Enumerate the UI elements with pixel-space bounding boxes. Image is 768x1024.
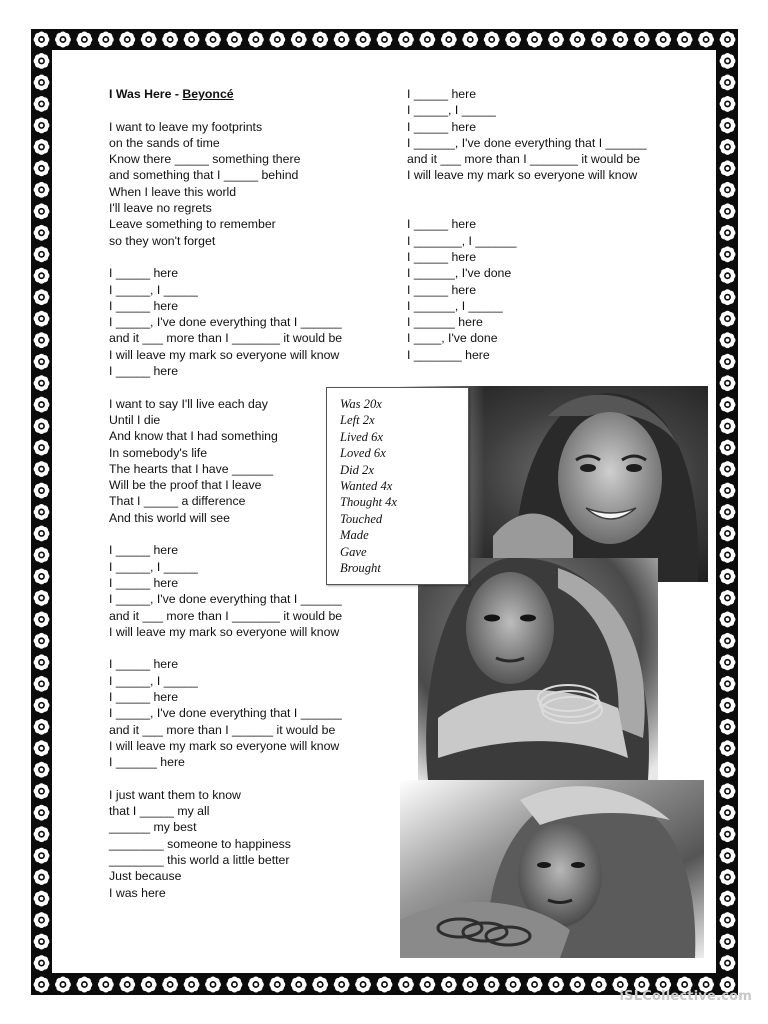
lyric-line: I _____ here <box>109 266 179 281</box>
flower-icon <box>291 977 307 993</box>
lyric-line: so they won't forget <box>109 233 216 248</box>
flower-icon <box>76 32 92 48</box>
flower-icon <box>34 32 50 48</box>
flower-icon <box>720 75 736 91</box>
flower-icon <box>34 740 50 756</box>
flower-icon <box>419 977 435 993</box>
flower-icon <box>720 697 736 713</box>
flower-icon <box>634 32 650 48</box>
lyric-line: and something that I _____ behind <box>109 168 299 183</box>
flower-icon <box>484 977 500 993</box>
flower-icon <box>355 977 371 993</box>
flower-icon <box>720 762 736 778</box>
lyric-line: I _____, I've done everything that I ______ <box>109 706 342 721</box>
flower-icon <box>441 977 457 993</box>
flower-icon <box>419 32 435 48</box>
song-artist: Beyoncé <box>182 87 234 101</box>
lyric-line: I _____, I've done everything that I ______ <box>109 592 342 607</box>
flower-icon <box>34 547 50 563</box>
flower-icon <box>34 246 50 262</box>
flower-icon <box>720 311 736 327</box>
lyric-line: Until I die <box>109 412 161 427</box>
lyric-line: I _____ here <box>109 298 179 313</box>
lyric-line: I ______, I've done everything that I ______ <box>407 135 647 150</box>
lyric-line: And this world will see <box>109 510 230 525</box>
flower-icon <box>655 32 671 48</box>
flower-icon <box>34 504 50 520</box>
flower-icon <box>34 311 50 327</box>
flower-icon <box>34 568 50 584</box>
flower-icon <box>162 977 178 993</box>
flower-icon <box>720 783 736 799</box>
flower-icon <box>612 32 628 48</box>
lyric-line: and it ___ more than I _______ it would be <box>109 331 343 346</box>
lyric-line: I _____ here <box>109 689 179 704</box>
flower-icon <box>591 32 607 48</box>
flower-icon <box>312 977 328 993</box>
flower-icon <box>720 32 736 48</box>
flower-icon <box>484 32 500 48</box>
flower-icon <box>505 977 521 993</box>
flower-icon <box>720 225 736 241</box>
lyric-line: I was here <box>109 885 166 900</box>
flower-icon <box>291 32 307 48</box>
lyric-line: I will leave my mark so everyone will know <box>407 168 638 183</box>
lyric-line: I will leave my mark so everyone will know <box>109 738 340 753</box>
flower-icon <box>720 590 736 606</box>
flower-icon <box>462 32 478 48</box>
word-bank-item: Made <box>340 528 369 543</box>
flower-icon <box>591 977 607 993</box>
flower-icon <box>398 977 414 993</box>
flower-icon <box>720 268 736 284</box>
flower-icon <box>34 332 50 348</box>
stanza-gap <box>109 526 342 542</box>
flower-icon <box>119 32 135 48</box>
flower-icon <box>720 461 736 477</box>
flower-icon <box>569 32 585 48</box>
stanza-gap <box>109 249 342 265</box>
flower-icon <box>34 676 50 692</box>
flower-icon <box>34 483 50 499</box>
lyric-line: Leave something to remember <box>109 217 276 232</box>
word-bank-item: Thought 4x <box>340 495 398 510</box>
flower-icon <box>720 526 736 542</box>
flower-icon <box>720 568 736 584</box>
flower-icon <box>355 32 371 48</box>
flower-icon <box>34 783 50 799</box>
lyric-line: I ______, I _____ <box>407 298 503 313</box>
lyric-line: ________ someone to happiness <box>109 836 291 851</box>
lyric-line: The hearts that I have ______ <box>109 461 274 476</box>
flower-icon <box>720 826 736 842</box>
flower-icon <box>720 891 736 907</box>
flower-icon <box>34 418 50 434</box>
word-bank-item: Lived 6x <box>340 429 384 444</box>
flower-icon <box>720 332 736 348</box>
lyric-line: I _______, I ______ <box>407 233 517 248</box>
flower-icon <box>34 397 50 413</box>
flower-icon <box>34 225 50 241</box>
flower-icon <box>141 977 157 993</box>
flower-icon <box>34 869 50 885</box>
flower-icon <box>226 32 242 48</box>
lyric-line: ________ this world a little better <box>109 852 290 867</box>
flower-icon <box>334 32 350 48</box>
lyric-line: ______ my best <box>109 820 197 835</box>
flower-icon <box>34 805 50 821</box>
flower-icon <box>377 977 393 993</box>
flower-icon <box>720 547 736 563</box>
flower-icon <box>55 977 71 993</box>
word-bank-item: Gave <box>340 544 367 559</box>
watermark-text: iSLCollective.com <box>619 989 752 1004</box>
flower-icon <box>98 977 114 993</box>
flower-icon <box>720 160 736 176</box>
flower-icon <box>34 203 50 219</box>
flower-icon <box>34 826 50 842</box>
word-bank-item: Did 2x <box>340 462 374 477</box>
flower-icon <box>720 96 736 112</box>
lyric-line: I _____, I've done everything that I ______ <box>109 315 342 330</box>
flower-icon <box>34 160 50 176</box>
flower-icon <box>720 633 736 649</box>
lyric-line: and it ___ more than I ______ it would be <box>109 722 336 737</box>
lyric-line: I _____, I _____ <box>109 282 198 297</box>
flower-icon <box>720 934 736 950</box>
flower-icon <box>34 955 50 971</box>
lyric-line: I ______ here <box>109 755 185 770</box>
lyric-line: I ______ here <box>407 315 483 330</box>
flower-icon <box>205 32 221 48</box>
word-bank-item: Left 2x <box>340 413 375 428</box>
flower-icon <box>720 504 736 520</box>
flower-icon <box>141 32 157 48</box>
flower-icon <box>184 977 200 993</box>
flower-icon <box>720 117 736 133</box>
flower-icon <box>34 590 50 606</box>
flower-icon <box>55 32 71 48</box>
flower-icon <box>34 461 50 477</box>
flower-icon <box>462 977 478 993</box>
flower-icon <box>698 32 714 48</box>
flower-icon <box>34 96 50 112</box>
lyric-line: I ____, I've done <box>407 331 498 346</box>
flower-icon <box>34 117 50 133</box>
flower-icon <box>720 289 736 305</box>
lyric-line: I _____ here <box>109 364 179 379</box>
lyric-line: And know that I had something <box>109 429 278 444</box>
flower-icon <box>34 375 50 391</box>
lyric-line: I _____, I _____ <box>109 673 198 688</box>
flower-icon <box>34 289 50 305</box>
lyric-line: I _____ here <box>109 543 179 558</box>
flower-icon <box>98 32 114 48</box>
flower-icon <box>720 139 736 155</box>
flower-icon <box>34 526 50 542</box>
stanza-gap <box>407 184 647 200</box>
flower-icon <box>34 912 50 928</box>
flower-icon <box>548 977 564 993</box>
flower-icon <box>720 182 736 198</box>
flower-icon <box>226 977 242 993</box>
lyric-line: Just because <box>109 869 182 884</box>
flower-icon <box>119 977 135 993</box>
song-title: I Was Here - <box>109 87 183 101</box>
flower-icon <box>34 977 50 993</box>
flower-icon <box>312 32 328 48</box>
lyric-line: I'll leave no regrets <box>109 201 212 216</box>
flower-icon <box>720 397 736 413</box>
lyric-line: I want to leave my footprints <box>109 119 263 134</box>
lyric-line: I will leave my mark so everyone will know <box>109 624 340 639</box>
flower-icon <box>527 32 543 48</box>
lyric-line: I _____, I _____ <box>407 103 496 118</box>
flower-icon <box>34 53 50 69</box>
word-bank-box <box>326 387 469 585</box>
word-bank-item: Touched <box>340 511 383 526</box>
lyric-line: In somebody's life <box>109 445 208 460</box>
flower-icon <box>269 977 285 993</box>
flower-icon <box>34 719 50 735</box>
lyric-line: and it ___ more than I _______ it would be <box>109 608 343 623</box>
flower-icon <box>34 762 50 778</box>
flower-icon <box>334 977 350 993</box>
flower-icon <box>34 611 50 627</box>
flower-icon <box>720 440 736 456</box>
flower-icon <box>34 354 50 370</box>
flower-icon <box>677 32 693 48</box>
flower-icon <box>720 955 736 971</box>
flower-icon <box>720 869 736 885</box>
flower-icon <box>34 848 50 864</box>
lyric-line: I _______ here <box>407 347 490 362</box>
stanza-gap <box>407 200 647 216</box>
flower-icon <box>720 654 736 670</box>
flower-icon <box>720 483 736 499</box>
lyric-line: I _____, I _____ <box>109 559 198 574</box>
flower-icon <box>720 912 736 928</box>
flower-icon <box>34 891 50 907</box>
word-bank-item: Was 20x <box>340 397 382 411</box>
word-bank-item: Loved 6x <box>340 446 386 461</box>
lyric-line: I ______, I've done <box>407 266 512 281</box>
flower-icon <box>34 268 50 284</box>
flower-icon <box>377 32 393 48</box>
lyric-line: I _____ here <box>109 657 179 672</box>
lyric-line: I _____ here <box>407 282 477 297</box>
flower-icon <box>248 977 264 993</box>
flower-icon <box>505 32 521 48</box>
lyric-line: I just want them to know <box>109 787 241 802</box>
flower-icon <box>441 32 457 48</box>
flower-icon <box>34 697 50 713</box>
flower-icon <box>34 75 50 91</box>
portrait-photo-reclining <box>400 780 704 958</box>
song-heading <box>109 86 342 102</box>
flower-icon <box>34 654 50 670</box>
flower-icon <box>720 848 736 864</box>
flower-icon <box>720 375 736 391</box>
flower-icon <box>205 977 221 993</box>
lyric-line: I want to say I'll live each day <box>109 396 268 411</box>
flower-icon <box>34 139 50 155</box>
lyric-line: Will be the proof that I leave <box>109 478 262 493</box>
flower-icon <box>184 32 200 48</box>
flower-icon <box>720 719 736 735</box>
flower-icon <box>720 418 736 434</box>
flower-icon <box>720 203 736 219</box>
stanza-gap <box>109 379 342 395</box>
word-bank-item: Wanted 4x <box>340 479 393 494</box>
lyric-line: I _____ here <box>407 249 477 264</box>
lyric-line: I _____ here <box>407 119 477 134</box>
flower-icon <box>720 676 736 692</box>
lyrics-column-left <box>109 86 342 901</box>
lyrics-column-right <box>407 86 647 363</box>
flower-icon <box>34 934 50 950</box>
flower-icon <box>569 977 585 993</box>
lyric-line: Know there _____ something there <box>109 152 301 167</box>
flower-icon <box>720 246 736 262</box>
flower-icon <box>720 53 736 69</box>
flower-icon <box>720 611 736 627</box>
flower-icon <box>34 182 50 198</box>
lyric-line: I _____ here <box>407 217 477 232</box>
flower-icon <box>527 977 543 993</box>
flower-icon <box>34 440 50 456</box>
lyric-line: on the sands of time <box>109 135 220 150</box>
lyric-line: I _____ here <box>109 575 179 590</box>
stanza-gap <box>109 640 342 656</box>
lyric-line: that I _____ my all <box>109 804 210 819</box>
word-bank-item: Brought <box>340 561 381 576</box>
lyric-line: I _____ here <box>407 87 477 101</box>
flower-icon <box>548 32 564 48</box>
lyric-line: That I _____ a difference <box>109 494 246 509</box>
lyric-line: and it ___ more than I _______ it would be <box>407 152 641 167</box>
flower-icon <box>398 32 414 48</box>
stanza-gap <box>109 770 342 786</box>
flower-icon <box>720 740 736 756</box>
lyric-line: I will leave my mark so everyone will know <box>109 347 340 362</box>
flower-icon <box>720 805 736 821</box>
flower-icon <box>720 354 736 370</box>
flower-icon <box>76 977 92 993</box>
portrait-photo-hands <box>418 558 658 780</box>
flower-icon <box>269 32 285 48</box>
lyric-line: When I leave this world <box>109 184 237 199</box>
flower-icon <box>34 633 50 649</box>
flower-icon <box>162 32 178 48</box>
flower-icon <box>248 32 264 48</box>
